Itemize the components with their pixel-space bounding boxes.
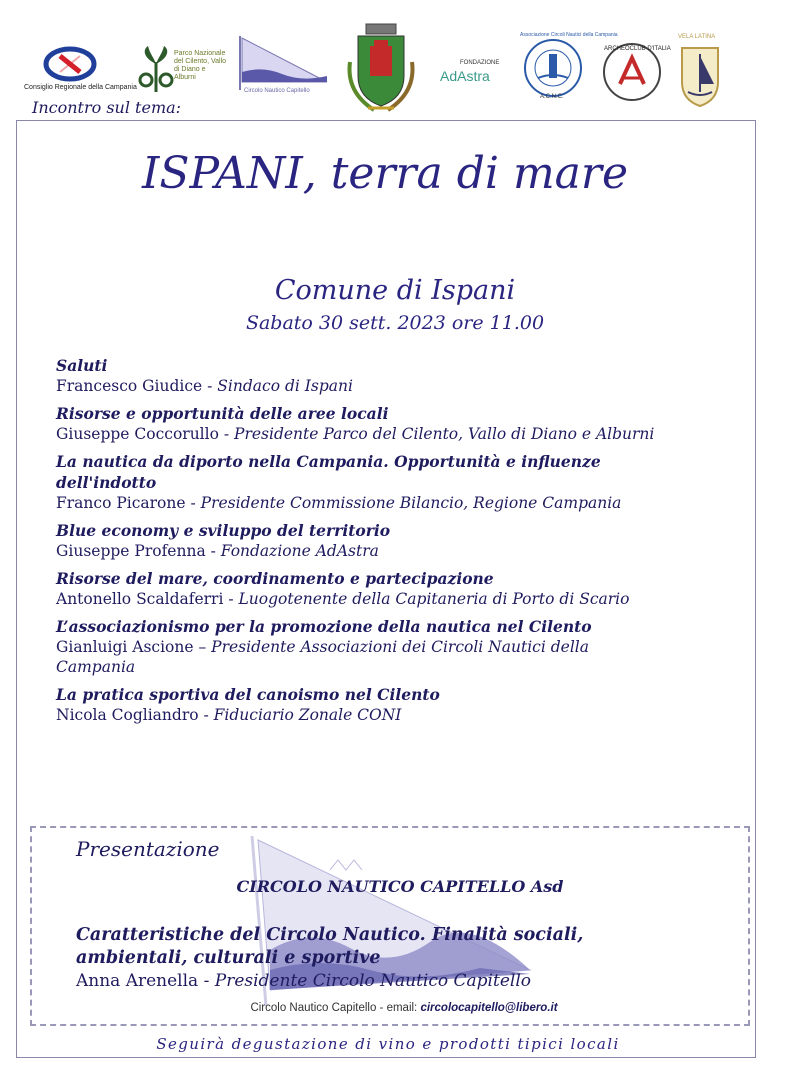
agenda-item	[56, 520, 736, 561]
agenda-topic: La pratica sportiva del canoismo nel Cilento	[56, 685, 440, 704]
contact-email[interactable]: circolocapitello@libero.it	[420, 1002, 558, 1014]
presentation-label: Presentazione	[76, 837, 220, 861]
archeoclub-logo	[600, 40, 671, 104]
speaker-role: Fiduciario Zonale CONI	[213, 706, 402, 724]
speaker-role: Sindaco di Ispani	[217, 377, 353, 395]
agenda-topic: Risorse e opportunità delle aree locali	[56, 404, 389, 423]
speaker-name: Antonello Scaldaferri	[56, 590, 224, 608]
comune-ispani-coat-of-arms	[344, 22, 418, 122]
contact-prefix: Circolo Nautico Capitello - email:	[250, 1002, 421, 1014]
parco-nazionale-logo	[136, 44, 226, 104]
speaker-name: Francesco Giudice	[56, 377, 203, 395]
acnc-ring-text: Associazione Circoli Nautici della Campania	[520, 32, 618, 38]
speaker-name: Giuseppe Profenna	[56, 542, 206, 560]
agenda-speaker	[56, 424, 736, 444]
speaker-separator: -	[205, 542, 221, 560]
speaker-role: Presidente Associazioni dei Circoli Nautici della Campania	[56, 638, 589, 676]
speaker-separator: -	[185, 494, 201, 512]
contact-line	[0, 1002, 808, 1014]
archeoclub-text: ARCHEOCLUB D'ITALIA	[604, 46, 671, 52]
speaker-name: Gianluigi Ascione	[56, 638, 194, 656]
fondazione-adastra-logo	[440, 60, 510, 96]
speaker-name: Franco Picarone	[56, 494, 186, 512]
speaker-separator: -	[218, 425, 235, 443]
page-title: ISPANI, terra di mare	[142, 148, 628, 199]
speaker-name: Giuseppe Coccorullo	[56, 425, 219, 443]
agenda-topic: Risorse del mare, coordinamento e partecipazione	[56, 569, 494, 588]
agenda-item	[56, 616, 736, 677]
agenda-item	[56, 568, 736, 609]
agenda-topic: La nautica da diporto nella Campania. Opportunità e influenze dell'indotto	[56, 452, 601, 492]
vela-latina-logo	[672, 34, 728, 110]
fondazione-text: FONDAZIONE	[460, 60, 500, 66]
agenda-topic: L’associazionismo per la promozione della nautica nel Cilento	[56, 617, 592, 636]
adastra-text: AdAstra	[440, 68, 490, 84]
vela-latina-text: VELA LATINA	[678, 34, 716, 40]
speaker-role: Presidente Commissione Bilancio, Regione Campania	[200, 494, 622, 512]
agenda-speaker	[56, 637, 656, 677]
speaker-role: Presidente Circolo Nautico Capitello	[214, 971, 531, 991]
presentation-speaker	[76, 971, 531, 991]
consiglio-regionale-logo	[24, 44, 137, 96]
agenda-topic: Saluti	[56, 356, 108, 375]
agenda-list	[56, 355, 736, 732]
agenda-speaker	[56, 541, 736, 561]
speaker-role: Presidente Parco del Cilento, Vallo di Diano e Alburni	[234, 425, 655, 443]
parco-logo-text: Parco Nazionale del Cilento, Vallo di Diano e Alburni	[174, 50, 227, 81]
agenda-speaker	[56, 589, 736, 609]
acnc-logo	[518, 32, 618, 106]
agenda-speaker	[56, 493, 736, 513]
agenda-speaker	[56, 705, 736, 725]
speaker-role: Fondazione AdAstra	[220, 542, 379, 560]
presentation-topic: Caratteristiche del Circolo Nautico. Finalità sociali, ambientali, culturali e sportive	[76, 925, 584, 968]
speaker-separator: -	[202, 377, 218, 395]
agenda-item	[56, 684, 736, 725]
speaker-role: Luogotenente della Capitaneria di Porto di Scario	[238, 590, 630, 608]
event-location: Comune di Ispani	[274, 275, 516, 306]
speaker-separator: –	[193, 638, 212, 656]
acnc-text: A.C.N.C.	[540, 94, 564, 100]
club-name: CIRCOLO NAUTICO CAPITELLO Asd	[236, 877, 564, 896]
agenda-speaker	[56, 376, 736, 396]
event-date: Sabato 30 sett. 2023 ore 11.00	[245, 312, 545, 334]
circolo-capitello-small-logo	[232, 32, 332, 102]
agenda-item	[56, 403, 736, 444]
intro-label: Incontro sul tema:	[32, 98, 182, 117]
speaker-name: Nicola Cogliandro	[56, 706, 199, 724]
speaker-separator: -	[223, 590, 239, 608]
footer-note: Seguirà degustazione di vino e prodotti tipici locali	[156, 1035, 620, 1053]
agenda-item	[56, 451, 736, 513]
speaker-separator: -	[198, 706, 214, 724]
circolo-small-logo-text: Circolo Nautico Capitello	[244, 88, 310, 94]
speaker-separator: -	[198, 971, 215, 991]
speaker-name: Anna Arenella	[76, 971, 199, 991]
consiglio-logo-text: Consiglio Regionale della Campania	[24, 84, 137, 91]
agenda-topic: Blue economy e sviluppo del territorio	[56, 521, 391, 540]
agenda-item	[56, 355, 736, 396]
